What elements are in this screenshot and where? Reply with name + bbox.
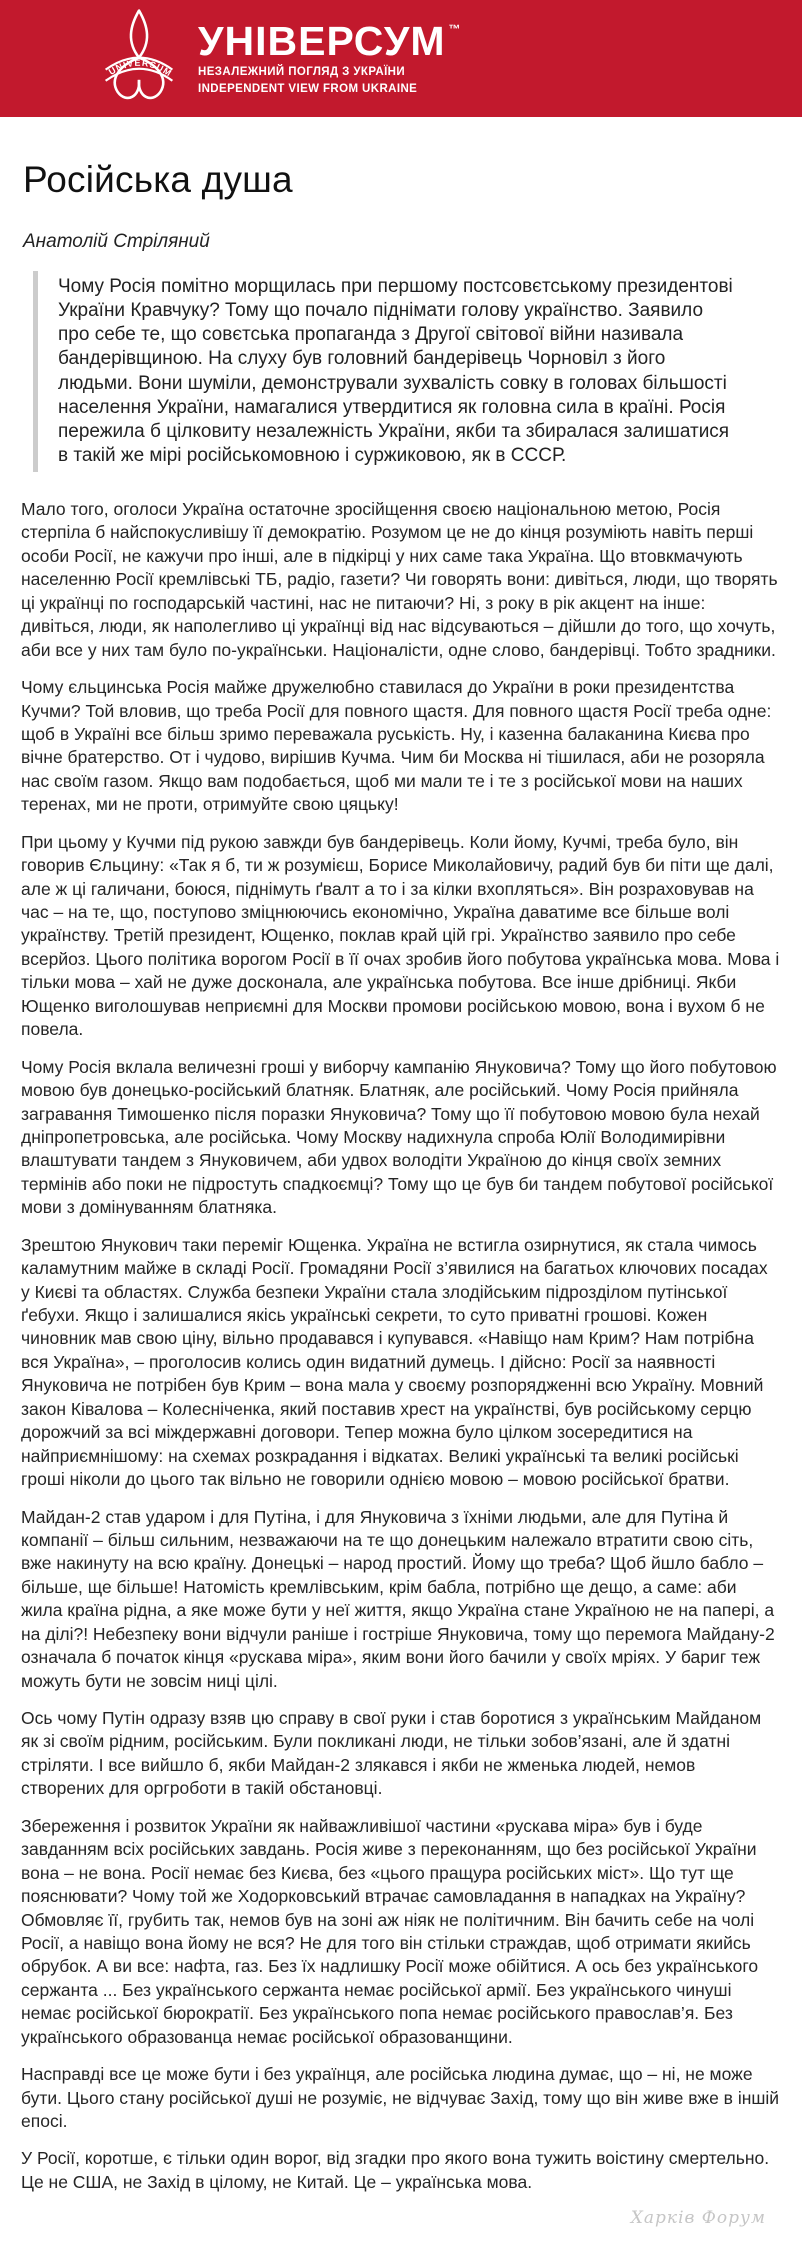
trademark-symbol: ™ <box>448 21 461 36</box>
tagline-english: INDEPENDENT VIEW FROM UKRAINE <box>198 83 418 96</box>
article-paragraph: Насправді все це може бути і без українця, але російська людина думає, що – ні, не може бути. Цього стану російської душі не розуміє, не відчуває Захід, тому що він живе вже в іншій епосі. <box>21 2064 780 2131</box>
brand-title[interactable]: УНІВЕРСУМ <box>198 17 446 64</box>
universum-logo[interactable] <box>100 8 178 109</box>
brand-block <box>198 17 461 97</box>
article-title: Російська душа <box>23 159 293 200</box>
article-author: Анатолій Стріляний <box>23 231 210 252</box>
article-paragraph: Чому єльцинська Росія майже дружелюбно ставилася до України в роки президентства Кучми? Той вловив, що треба Росії для повного щастя. Для повного щастя Росії треба одне: щоб в Україні все більш зримо переважала руськість. Ну, і казенна балаканина Києва про вічне братерство. От і чудово, вирішив Кучма. Чим би Москва ні тішилася, аби не розоряла нас своїм газом. Якщо вам подобається, щоб ми мали те і те з російської мови на наших теренах, ми не проти, отримуйте свою цяцьку! <box>21 677 772 815</box>
forum-watermark: Харків Форум <box>630 2208 766 2229</box>
article-paragraph: Чому Росія вклала величезні гроші у виборчу кампанію Януковича? Тому що його побутовою мовою був донецько-російський блатняк. Блатняк, але російський. Чому Росія прийняла загравання Тимошенко після поразки Януковича? Тому що її побутовою мовою була нехай дніпропетровська, але російська. Чому Москву надихнула спроба Юлії Володимирівни влаштувати тандем з Януковичем, аби удвох володіти Україною до кінця своїх земних термінів або поки не підростуть спадкоємці? Тому що це був би тандем побутової російської мови з домінуванням блатняка. <box>21 1056 777 1218</box>
article-body <box>21 498 780 2194</box>
article-paragraph: Ось чому Путін одразу взяв цю справу в свої руки і став боротися з українським Майданом як зі своїм рідним, російським. Були покликані люди, не тільки зобов’язані, але й здатні стріляти. І все вийшло б, якби Майдан-2 злякався і якби не жменька людей, немов створених для оргроботи в такій обстановці. <box>21 1708 762 1799</box>
article-paragraph: Зрештою Янукович таки переміг Ющенка. Україна не встигла озирнутися, як стала чимось каламутним майже в складі Росії. Громадяни Росії з’явилися на багатьох ключових посадах у Києві та областях. Служба безпеки України стала злодійським підрозділом путінської ґебухи. Якщо і залишалися якісь українські секрети, то суто приватні грошові. Кожен чиновник мав свою ціну, вільно продавався і купувався. «Навіщо нам Крим? Нам потрібна вся Україна», – проголосив колись один видатний думець. І дійсно: Росії за наявності Януковича не потрібен був Крим – вона мала у своєму розпорядженні всю Україну. Мовний закон Ківалова – Колесніченка, який поставив хрест на українстві, був російському серцю дорожчий за всі міждержавні договори. Тепер можна було цілком зосередитися на найприємнішому: на схемах розкрадання і відкатах. Великі українські та великі російські гроші ніколи до цього так вільно не говорили однією мовою – мовою російської братви. <box>21 1234 768 1490</box>
article-paragraph: Мало того, оголоси Україна остаточне зросійщення своєю національною метою, Росія стерпіла б найспокусливішу її демократію. Розумом це не до кінця розуміють навіть перші особи Росії, не кажучи про інші, але в підкірці у них саме така Україна. Що втовкмачують населенню Росії кремлівські ТБ, радіо, газети? Чи говорять вони: дивіться, люди, що творять ці українці по господарській частині, нас не питаючи? Ні, з року в рік акцент на інше: дивіться, люди, як наполегливо ці українці від нас відсуваються – дійшли до того, що хочуть, аби все у них там було по-українськи. Націоналісти, одне слово, бандерівці. Тобто зрадники. <box>21 499 778 660</box>
article-paragraph: Майдан-2 став ударом і для Путіна, і для Януковича з їхніми людьми, але для Путіна й компанії – більш сильним, незважаючи на те що донецьким належало втратити свою сіть, вже накинуту на всю країну. Донецькі – народ простий. Йому що треба? Щоб йшло бабло – більше, ще більше! Натомість кремлівським, крім бабла, потрібно ще дещо, а саме: аби жила країна рідна, а яке може бути у неї життя, якщо Україна стане Україною не на папері, а на ділі?! Небезпеку вони відчули раніше і гостріше Януковича, тому що перемога Майдану-2 означала б початок кінця «рускава міра», яким вони його бачили у своїх мріях. У бариг теж можуть бути не зовсім ниці цілі. <box>21 1506 775 1691</box>
article-lead-quote: Чому Росія помітно морщилась при першому постсовєтському президентові України Кравчуку? Тому що почало піднімати голову українство. Заявило про себе те, що совєтська пропаганда з Другої світової війни називала бандерівщиною. На слуху був головний бандерівець Чорновіл з його людьми. Вони шуміли, демонстрували зухвалість совку в головах більшості населення України, намагалися утвердитися як головна сила в країні. Росія пережила б цілковиту незалежність України, якби та збиралася залишатися в такій же мірі російськомовною і суржиковою, як в СССР. <box>33 271 738 472</box>
emblem-arc-label: UNIVERSUM <box>106 57 174 79</box>
universum-emblem-icon <box>100 8 178 109</box>
article-paragraph: У Росії, коротше, є тільки один ворог, від згадки про якого вона тужить воістину смертельно. Це не США, не Захід в цілому, не Китай. Це – українська мова. <box>21 2148 770 2192</box>
tagline-ukrainian: НЕЗАЛЕЖНИЙ ПОГЛЯД З УКРАЇНИ <box>198 65 406 78</box>
article-content <box>0 159 802 2268</box>
article-paragraph: Збереження і розвиток України як найважливішої частини «рускава міра» був і буде завданням всіх російських завдань. Росія живе з переконанням, що без російської України вона – не вона. Росії немає без Києва, без «цього пращура російських міст». Що тут ще пояснювати? Чому той же Ходорковський втрачає самовладання в нападках на Україну? Обмовляє її, грубить так, немов був на зоні аж ніяк не політичним. Він бачить себе на чолі Росії, а навіщо вона йому не вся? Не для того він стільки страждав, щоб отримати якийсь обрубок. А ви все: нафта, газ. Без їх надлишку Росії може обійтися. А ось без українського сержанта ... Без українського сержанта немає російської армії. Без українського чинуші немає російської бюрократії. Без українського попа немає російського православ’я. Без українського образованца немає російської образованщини. <box>21 1815 759 2047</box>
article-paragraph: При цьому у Кучми під рукою завжди був бандерівець. Коли йому, Кучмі, треба було, він говорив Єльцину: «Так я б, ти ж розумієш, Борисе Миколайовичу, радий був би піти ще далі, але ж ці галичани, боюся, піднімуть ґвалт а то і за кілки вхопляться». Він розраховував на час – на те, що, поступово зміцнюючись економічно, Україна даватиме все більше волі українству. Третій президент, Ющенко, поклав край цій грі. Українство заявило про себе всерйоз. Цього політика ворогом Росії в її очах зробив його побутова українська мова. Мова і тільки мова – хай не дуже досконала, але українська побутова. Все інше дрібниці. Якби Ющенко виголошував неприємні для Москви промови російською мовою, вона і вухом б не повела. <box>21 831 780 1040</box>
site-header <box>0 0 802 117</box>
